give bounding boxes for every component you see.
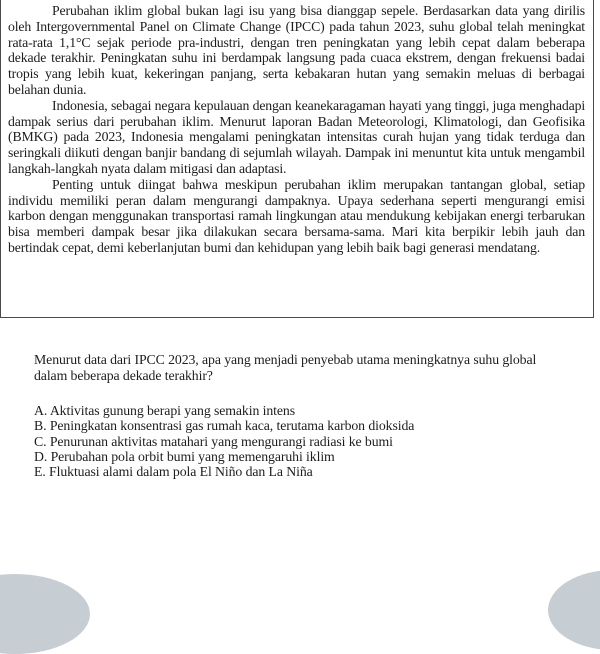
corner-shadow-right (548, 570, 600, 650)
option-text: Peningkatan konsentrasi gas rumah kaca, terutama karbon dioksida (49, 418, 415, 434)
option-text: Aktivitas gunung berapi yang semakin intens (49, 403, 295, 418)
option-letter: B. (34, 418, 47, 434)
option-letter: C. (34, 433, 47, 449)
question-text: Menurut data dari IPCC 2023, apa yang menjadi penyebab utama meningkatnya suhu global dalam beberapa dekade terakhir? (34, 352, 537, 383)
option-text: Perubahan pola orbit bumi yang memengaruhi iklim (50, 448, 335, 464)
passage-paragraph-1: Perubahan iklim global bukan lagi isu yang bisa dianggap sepele. Berdasarkan data yang dirilis oleh Intergovernmental Panel on Climate Change (IPCC) pada tahun 2023, suhu global telah meningkat rata-rata 1,1°C sejak periode pra-industri, dengan tren peningkatan yang lebih cepat dalam beberapa dekade terakhir. Peningkatan suhu ini berdampak langsung pada cuaca ekstrem, dengan frekuensi badai tropis yang lebih kuat, kekeringan panjang, serta kebakaran hutan yang semakin meluas di berbagai belahan dunia. (8, 3, 585, 97)
option-text: Fluktuasi alami dalam pola El Niño dan La Niña (49, 464, 313, 480)
passage-paragraph-3: Penting untuk diingat bahwa meskipun perubahan iklim merupakan tantangan global, setiap individu memiliki peran dalam mengurangi dampaknya. Upaya sederhana seperti mengurangi emisi karbon dengan menggunakan transportasi ramah lingkungan atau mendukung kebijakan energi terbarukan bisa memberi dampak besar jika dilakukan secara bersama-sama. Mari kita berpikir lebih jauh dan bertindak cepat, demi keberlanjutan bumi dan kehidupan yang lebih baik bagi generasi mendatang. (8, 176, 585, 255)
option-c[interactable] (34, 434, 574, 449)
option-letter: E. (34, 464, 46, 480)
option-letter: D. (34, 448, 48, 464)
answer-options (34, 403, 574, 479)
option-a[interactable] (34, 403, 574, 418)
option-text: Penurunan aktivitas matahari yang mengurangi radiasi ke bumi (49, 433, 393, 449)
option-d[interactable] (34, 449, 574, 464)
passage-paragraph-2: Indonesia, sebagai negara kepulauan dengan keanekaragaman hayati yang tinggi, juga menghadapi dampak serius dari perubahan iklim. Menurut laporan Badan Meteorologi, Klimatologi, dan Geofisika (BMKG) pada 2023, Indonesia mengalami peningkatan intensitas curah hujan yang tidak terduga dan seringkali diikuti dengan banjir bandang di sejumlah wilayah. Dampak ini menuntut kita untuk mengambil langkah-langkah nyata dalam mitigasi dan adaptasi. (8, 97, 585, 176)
option-e[interactable] (34, 464, 574, 479)
option-letter: A. (34, 403, 48, 418)
reading-passage (0, 0, 594, 318)
option-b[interactable] (34, 418, 574, 433)
corner-shadow-left (0, 574, 90, 654)
